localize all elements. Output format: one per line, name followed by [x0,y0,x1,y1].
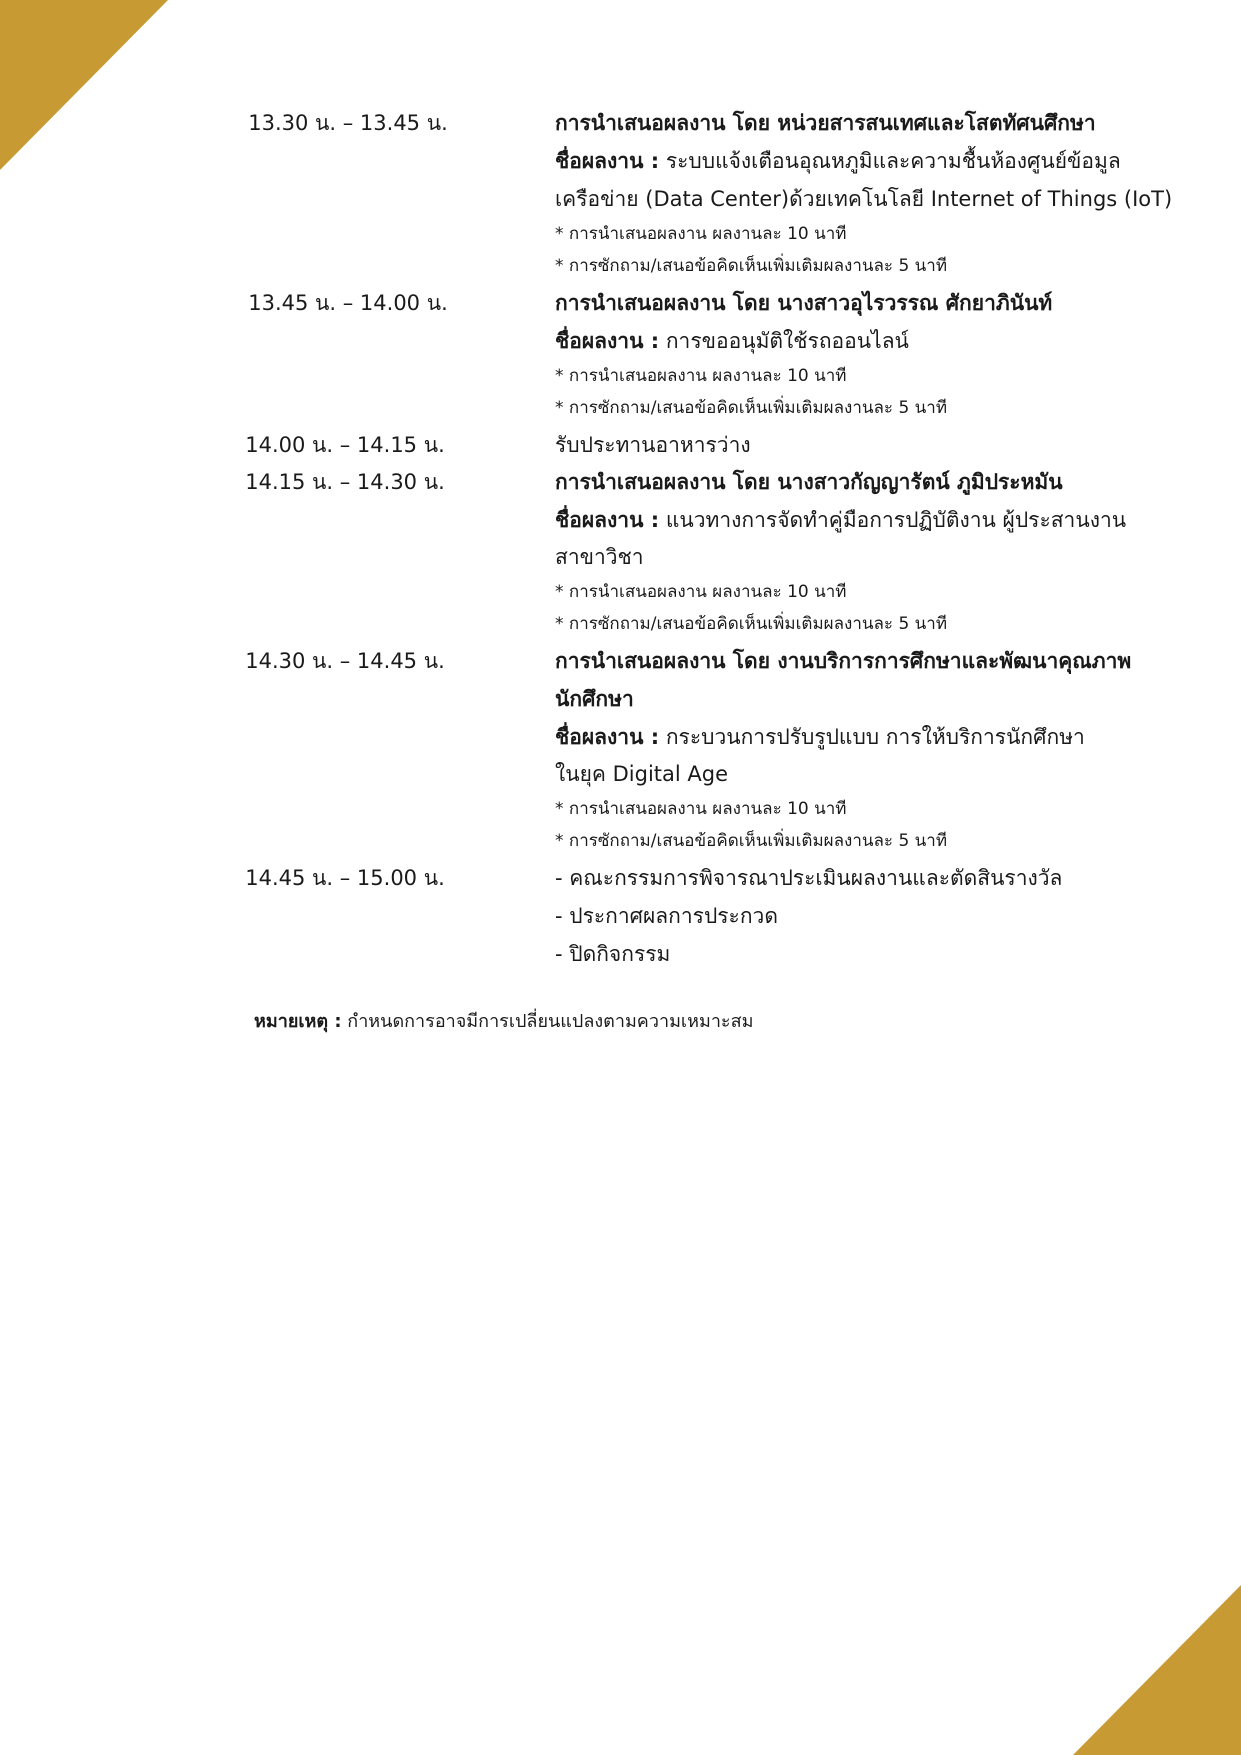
remark-text: กำหนดการอาจมีการเปลี่ยนแปลงตามความเหมาะสม [347,1011,754,1032]
session-time: 14.30 น. – 14.45 น. [245,649,445,673]
presenter-name: หน่วยสารสนเทศและโสตทัศนศึกษา [777,111,1096,135]
activity-line: รับประทานอาหารว่าง [555,433,751,457]
presenter-label: การนำเสนอผลงาน โดย [555,470,771,494]
closing-item: - ประกาศผลการประกวด [555,904,778,928]
work-label: ชื่อผลงาน : [555,508,660,532]
work-title: การขออนุมัติใช้รถออนไลน์ [665,329,909,353]
presenter-line [555,107,1096,139]
session-time: 13.30 น. – 13.45 น. [248,111,448,135]
presentation-time-note: * การนำเสนอผลงาน ผลงานละ 10 นาที [555,582,847,602]
work-title-continuation: สาขาวิชา [555,545,644,569]
qa-time-note: * การซักถาม/เสนอข้อคิดเห็นเพิ่มเติมผลงานละ 5 นาที [555,831,948,851]
presenter-line [555,466,1063,498]
presentation-time-note: * การนำเสนอผลงาน ผลงานละ 10 นาที [555,799,847,819]
work-label: ชื่อผลงาน : [555,725,660,749]
presentation-time-note: * การนำเสนอผลงาน ผลงานละ 10 นาที [555,224,847,244]
closing-item: - ปิดกิจกรรม [555,942,671,966]
work-title: กระบวนการปรับรูปแบบ การให้บริการนักศึกษา [665,725,1085,749]
presenter-name: งานบริการการศึกษาและพัฒนาคุณภาพ [777,649,1132,673]
qa-time-note: * การซักถาม/เสนอข้อคิดเห็นเพิ่มเติมผลงานละ 5 นาที [555,256,948,276]
work-title: ระบบแจ้งเตือนอุณหภูมิและความชื้นห้องศูนย์ข้อมูล [665,149,1121,173]
work-title-line [555,504,1126,536]
presenter-name: นางสาวกัญญารัตน์ ภูมิประหมัน [777,470,1063,494]
presenter-name: นางสาวอุไรวรรณ ศักยาภินันท์ [777,291,1053,315]
corner-decoration-top-left [0,0,170,172]
session-time: 13.45 น. – 14.00 น. [248,291,448,315]
presenter-label: การนำเสนอผลงาน โดย [555,291,771,315]
presenter-line [555,287,1052,319]
work-title: แนวทางการจัดทำคู่มือการปฏิบัติงาน ผู้ประสานงาน [665,508,1127,532]
corner-triangle-bottom-right [1073,1585,1241,1755]
work-title-line [555,325,909,357]
work-title-continuation: ในยุค Digital Age [555,762,729,786]
session-time: 14.00 น. – 14.15 น. [245,433,445,457]
qa-time-note: * การซักถาม/เสนอข้อคิดเห็นเพิ่มเติมผลงานละ 5 นาที [555,614,948,634]
work-label: ชื่อผลงาน : [555,329,660,353]
remark-label: หมายเหตุ : [254,1011,342,1032]
presenter-line [555,645,1131,677]
work-title-continuation: เครือข่าย (Data Center)ด้วยเทคโนโลยี Internet of Things (IoT) [555,187,1173,211]
presenter-continuation: นักศึกษา [555,687,634,711]
work-title-line [555,721,1085,753]
session-time: 14.15 น. – 14.30 น. [245,470,445,494]
closing-item: - คณะกรรมการพิจารณาประเมินผลงานและตัดสินรางวัล [555,866,1063,890]
work-title-line [555,145,1121,177]
session-time: 14.45 น. – 15.00 น. [245,866,445,890]
remark [254,1008,753,1036]
qa-time-note: * การซักถาม/เสนอข้อคิดเห็นเพิ่มเติมผลงานละ 5 นาที [555,398,948,418]
presentation-time-note: * การนำเสนอผลงาน ผลงานละ 10 นาที [555,366,847,386]
presenter-label: การนำเสนอผลงาน โดย [555,111,771,135]
work-label: ชื่อผลงาน : [555,149,660,173]
presenter-label: การนำเสนอผลงาน โดย [555,649,771,673]
corner-decoration-bottom-right [1071,1583,1241,1755]
corner-triangle-top-left [0,0,168,170]
